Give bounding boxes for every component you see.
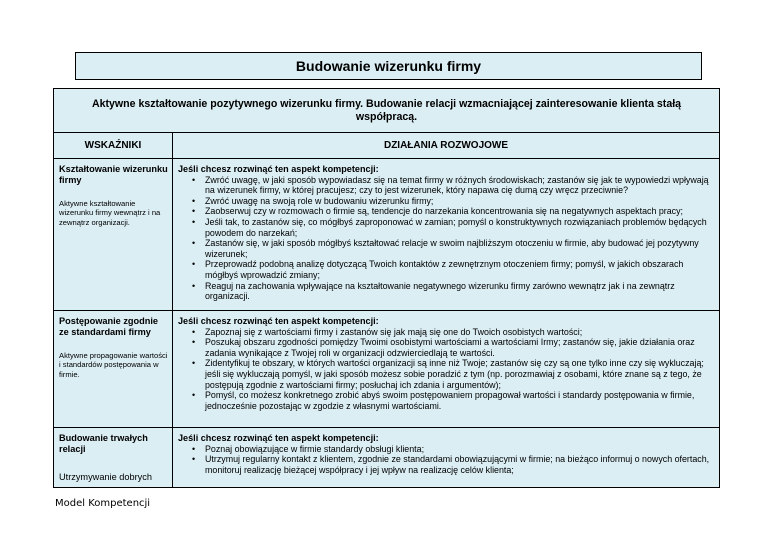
list-item: • Zidentyfikuj te obszary, w których wartości organizacji są inne niż Twoje; zastanów się czy są one tylko inne czy się wykluczają; jeśli się wykluczają pomyśl, w jaki sposób możesz sobie poradzić z tym (np. porozmawiaj z osobami, które znane są z tego, że postępują zgodnie z wartościami firmy; posłuchaj ich zdania i argumentów); <box>205 358 713 390</box>
header-indicators: WSKAŹNIKI <box>54 133 173 159</box>
actions-intro: Jeśli chcesz rozwinąć ten aspekt kompetencji: <box>178 316 379 326</box>
indicator-cell <box>54 159 173 311</box>
header-development-actions: DZIAŁANIA ROZWOJOWE <box>173 133 720 159</box>
actions-list <box>178 175 713 302</box>
list-item: • Zwróć uwagę na swoją role w budowaniu wizerunku firmy; <box>205 196 713 207</box>
list-item: • Zaobserwuj czy w rozmowach o firmie są, tendencje do narzekania koncentrowania się na negatywnych aspektach pracy; <box>205 206 713 217</box>
indicator-description: Aktywne kształtowanie wizerunku firmy wewnątrz i na zewnątrz organizacji. <box>59 199 161 227</box>
actions-cell <box>173 428 720 488</box>
list-item: • Zwróć uwagę, w jaki sposób wypowiadasz się na temat firmy w różnych środowiskach; zastanów się jak te wypowiedzi wpływają na wizerunek firmy, w której pracujesz; czy to jest wizerunek, który napawa cię dumą czy wręcz przeciwnie? <box>205 175 713 196</box>
list-item: • Zastanów się, w jaki sposób mógłbyś kształtować relacje w swoim najbliższym otoczeniu w firmie, aby budować jej pozytywny wizerunek; <box>205 238 713 259</box>
document-title: Budowanie wizerunku firmy <box>75 52 702 80</box>
indicator-title: Postępowanie zgodnie ze standardami firmy <box>59 316 159 337</box>
list-item: • Poszukaj obszaru zgodności pomiędzy Twoimi osobistymi wartościami a wartościami Irmy; zastanów się, jakie działania oraz zadania wynikające z Twojej roli w organizacji odzwierciedlają te wartości. <box>205 337 713 358</box>
indicator-title: Budowanie trwałych relacji <box>59 433 148 454</box>
actions-list <box>178 444 713 476</box>
list-item: • Pomyśl, co możesz konkretnego zrobić abyś swoim postępowaniem propagował wartości i standardy postępowania w firmie, jednocześnie pozostając w zgodzie z własnymi wartościami. <box>205 390 713 411</box>
list-item: • Reaguj na zachowania wpływające na kształtowanie negatywnego wizerunku firmy zarówno wewnątrz jak i na zewnątrz organizacji. <box>205 281 713 302</box>
indicator-description: Utrzymywanie dobrych <box>59 472 152 482</box>
list-item: • Zapoznaj się z wartościami firmy i zastanów się jak mają się one do Twoich osobistych wartości; <box>205 327 713 338</box>
actions-list <box>178 327 713 412</box>
table-row <box>54 159 720 311</box>
page-footer: Model Kompetencji <box>55 498 151 509</box>
table-row <box>54 311 720 428</box>
actions-intro: Jeśli chcesz rozwinąć ten aspekt kompetencji: <box>178 164 379 174</box>
competency-table <box>53 88 720 488</box>
list-item: • Poznaj obowiązujące w firmie standardy obsługi klienta; <box>205 444 713 455</box>
actions-cell <box>173 159 720 311</box>
indicator-title: Kształtowanie wizerunku firmy <box>59 164 168 185</box>
list-item: • Przeprowadź podobną analizę dotyczącą Twoich kontaktów z zewnętrznym otoczeniem firmy; pomyśl, w jakich obszarach mógłbyś wprowadzić zmiany; <box>205 259 713 280</box>
actions-cell <box>173 311 720 428</box>
indicator-cell <box>54 428 173 488</box>
indicator-cell <box>54 311 173 428</box>
list-item: • Utrzymuj regularny kontakt z klientem, zgodnie ze standardami obowiązującymi w firmie; na bieżąco informuj o nowych ofertach, monitoruj realizację bieżącej współpracy i jej wpływ na realizację celów klienta; <box>205 454 713 475</box>
table-row <box>54 428 720 488</box>
actions-intro: Jeśli chcesz rozwinąć ten aspekt kompetencji: <box>178 433 379 443</box>
list-item: • Jeśli tak, to zastanów się, co mógłbyś zaproponować w zamian; pomyśl o konstruktywnych rozwiązaniach problemów będących powodem do narzekań; <box>205 217 713 238</box>
subtitle: Aktywne kształtowanie pozytywnego wizerunku firmy. Budowanie relacji wzmacniającej zainteresowanie klienta stałą współpracą. <box>54 89 720 133</box>
indicator-description: Aktywne propagowanie wartości i standardów postępowania w firmie. <box>59 351 168 379</box>
